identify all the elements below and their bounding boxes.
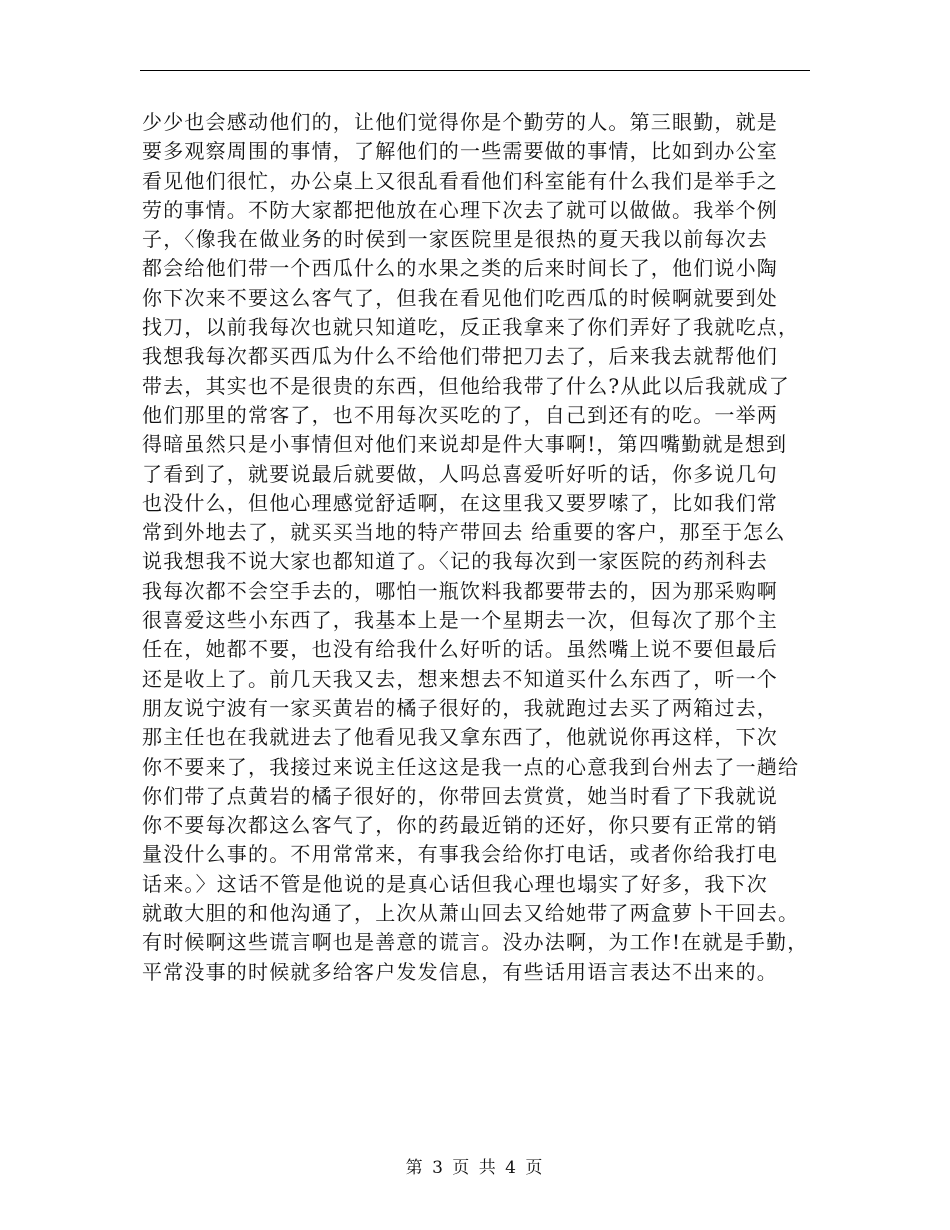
- text-line: 你们带了点黄岩的橘子很好的，你带回去赏赏，她当时看了下我就说: [142, 783, 778, 808]
- page-footer: 第 3 页 共 4 页: [405, 1158, 545, 1178]
- text-line: 你不要每次都这么客气了，你的药最近销的还好，你只要有正常的销: [142, 813, 778, 838]
- header-rule: [140, 70, 810, 71]
- text-line: 也没什么，但他心理感觉舒适啊，在这里我又要罗嗦了，比如我们常: [142, 490, 778, 515]
- text-line: 得暗虽然只是小事情但对他们来说却是件大事啊!，第四嘴勤就是想到: [142, 432, 788, 457]
- text-line: 他们那里的常客了，也不用每次买吃的了，自己到还有的吃。一举两: [142, 402, 778, 427]
- text-line: 就敢大胆的和他沟通了，上次从萧山回去又给她带了两盒萝卜干回去。: [142, 901, 800, 926]
- text-line: 你不要来了，我接过来说主任这这是我一点的心意我到台州去了一趟给: [142, 754, 800, 779]
- text-line: 任在，她都不要，也没有给我什么好听的话。虽然嘴上说不要但最后: [142, 637, 778, 662]
- text-line: 平常没事的时候就多给客户发发信息，有些话用语言表达不出来的。: [142, 959, 778, 984]
- text-line: 很喜爱这些小东西了，我基本上是一个星期去一次，但每次了那个主: [142, 608, 778, 633]
- text-line: 话来。〉这话不管是他说的是真心话但我心理也塌实了好多，我下次: [142, 871, 768, 896]
- text-line: 都会给他们带一个西瓜什么的水果之类的后来时间长了，他们说小陶: [142, 256, 778, 281]
- text-line: 了看到了，就要说最后就要做，人吗总喜爱听好听的话，你多说几句: [142, 461, 778, 486]
- text-line: 看见他们很忙，办公桌上又很乱看看他们科室能有什么我们是举手之: [142, 168, 778, 193]
- text-line: 有时候啊这些谎言啊也是善意的谎言。没办法啊，为工作!在就是手勤，: [142, 930, 809, 955]
- text-line: 量没什么事的。不用常常来，有事我会给你打电话，或者你给我打电: [142, 842, 778, 867]
- text-line: 说我想我不说大家也都知道了。〈记的我每次到一家医院的药剂科去: [142, 549, 768, 574]
- text-line: 劳的事情。不防大家都把他放在心理下次去了就可以做做。我举个例: [142, 197, 778, 222]
- text-line: 我每次都不会空手去的，哪怕一瓶饮料我都要带去的，因为那采购啊: [142, 578, 778, 603]
- text-line: 子，〈像我在做业务的时侯到一家医院里是很热的夏天我以前每次去: [142, 227, 768, 252]
- text-line: 你下次来不要这么客气了，但我在看见他们吃西瓜的时候啊就要到处: [142, 285, 778, 310]
- text-line: 我想我每次都买西瓜为什么不给他们带把刀去了，后来我去就帮他们: [142, 344, 778, 369]
- text-line: 找刀，以前我每次也就只知道吃，反正我拿来了你们弄好了我就吃点，: [142, 315, 800, 340]
- text-line: 少少也会感动他们的，让他们觉得你是个勤劳的人。第三眼勤，就是: [142, 110, 778, 134]
- document-body: [142, 108, 810, 987]
- text-line: 那主任也在我就进去了他看见我又拿东西了，他就说你再这样，下次: [142, 725, 778, 750]
- text-line: 常到外地去了，就买买当地的特产带回去 给重要的客户，那至于怎么: [142, 520, 786, 545]
- text-line: 朋友说宁波有一家买黄岩的橘子很好的，我就跑过去买了两箱过去，: [142, 695, 778, 720]
- text-line: 还是收上了。前几天我又去，想来想去不知道买什么东西了，听一个: [142, 666, 778, 691]
- text-line: 要多观察周围的事情，了解他们的一些需要做的事情，比如到办公室: [142, 139, 778, 164]
- text-line: 带去，其实也不是很贵的东西，但他给我带了什么?从此以后我就成了: [142, 373, 790, 398]
